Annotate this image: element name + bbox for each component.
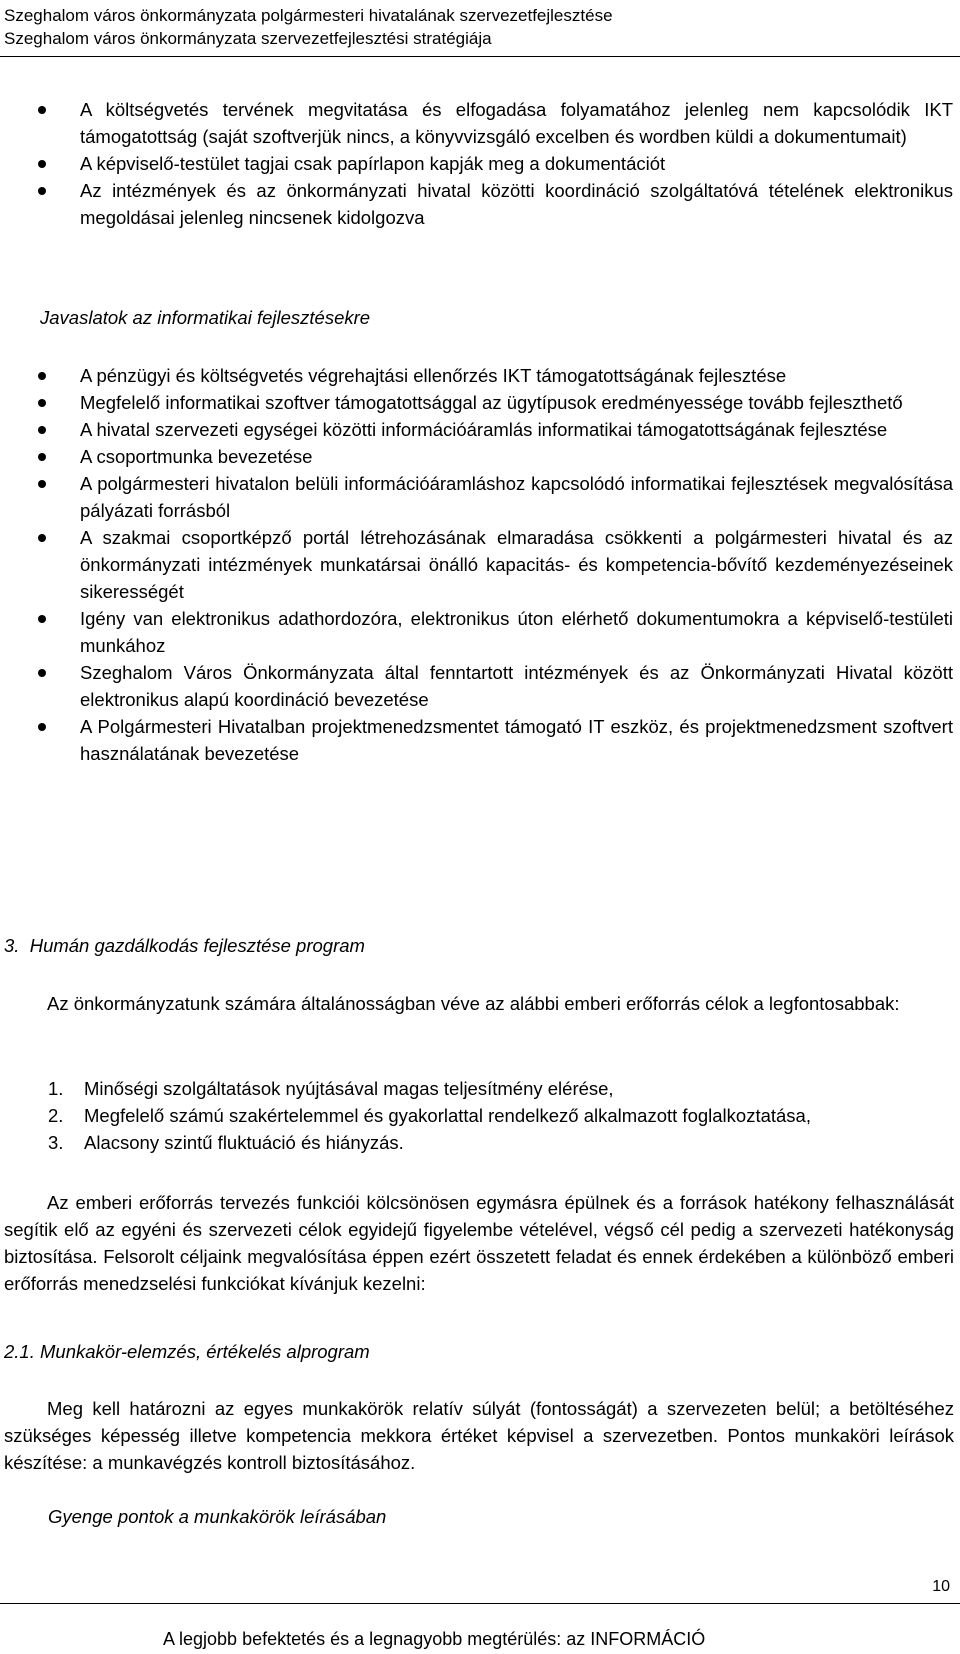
bullet-icon [38,534,46,542]
list-item: A polgármesteri hivatalon belüli információáramláshoz kapcsolódó informatikai fejlesztések megvalósítása pályázati forrásból [0,470,953,524]
list-item: A hivatal szervezeti egységei közötti információáramlás informatikai támogatottságának fejlesztése [0,416,953,443]
bullet-icon [38,480,46,488]
numbered-goals-list [48,1075,811,1156]
header-title-line1: Szeghalom város önkormányzata polgármesteri hivatalának szervezetfejlesztése [4,6,613,25]
list-item: Megfelelő informatikai szoftver támogatottsággal az ügytípusok eredményessége tovább fejleszthető [0,389,953,416]
suggestions-heading: Javaslatok az informatikai fejlesztésekre [40,307,371,328]
list-item: A képviselő-testület tagjai csak papírlapon kapják meg a dokumentációt [0,150,953,177]
page-number: 10 [932,1578,950,1595]
bullet-icon [38,160,46,168]
list-item: A szakmai csoportképző portál létrehozásának elmaradása csökkenti a polgármesteri hivatal és az önkormányzati intézmények munkatársai önálló kapacitás- és kompetencia-bővítő kezdeményezéseinek sikerességét [0,524,953,605]
list-item: 1. Minőségi szolgáltatások nyújtásával magas teljesítmény elérése, [48,1078,614,1099]
list-item: A Polgármesteri Hivatalban projektmenedzsmentet támogató IT eszköz, és projektmenedzsment szoftvert használatának bevezetése [0,713,953,767]
list-item: A csoportmunka bevezetése [0,443,953,470]
bullet-icon [38,399,46,407]
section-3-heading: 3. Humán gazdálkodás fejlesztése program [4,935,365,956]
list-item: Az intézmények és az önkormányzati hivatal közötti koordináció szolgáltatóvá tételének elektronikus megoldásai jelenleg nincsenek kidolgozva [0,177,953,231]
bullet-icon [38,187,46,195]
bullet-icon [38,669,46,677]
header-title-line2: Szeghalom város önkormányzata szervezetfejlesztési stratégiája [4,29,492,48]
list-item: Igény van elektronikus adathordozóra, elektronikus úton elérhető dokumentumokra a képviselő-testületi munkához [0,605,953,659]
bullet-icon [38,615,46,623]
bullet-icon [38,372,46,380]
page-footer [0,1603,960,1654]
bullet-list-suggestions [0,362,960,767]
bullet-list-issues [0,96,960,231]
footer-text: A legjobb befektetés és a legnagyobb megtérülés: az INFORMÁCIÓ [163,1629,706,1649]
bullet-icon [38,453,46,461]
page-header [0,0,960,57]
bullet-icon [38,723,46,731]
hr-paragraph: Az emberi erőforrás tervezés funkciói kölcsönösen egymásra épülnek és a források hatékony felhasználását segítik elő az egyéni és szervezeti célok egyidejű figyelembe vételével, végső cél pedig a szervezeti hatékonyság biztosítása. Felsorolt céljaink megvalósítása éppen ezért összetett feladat és ennek érdekében a különböző emberi erőforrás menedzselési funkciókat kívánjuk kezelni: [4,1192,954,1294]
list-item: Szeghalom Város Önkormányzata által fenntartott intézmények és az Önkormányzati Hivatal között elektronikus alapú koordináció bevezetése [0,659,953,713]
list-item: 2. Megfelelő számú szakértelemmel és gyakorlattal rendelkező alkalmazott foglalkoztatása, [48,1105,811,1126]
list-item: A költségvetés tervének megvitatása és elfogadása folyamatához jelenleg nem kapcsolódik IKT támogatottság (saját szoftverjük nincs, a könyvvizsgáló excelben és wordben küldi a dokumentumait) [0,96,953,150]
bullet-icon [38,426,46,434]
weak-points-heading: Gyenge pontok a munkakörök leírásában [48,1506,387,1527]
bullet-icon [38,106,46,114]
list-item: 3. Alacsony szintű fluktuáció és hiányzás. [48,1132,404,1153]
subsection-2-1-heading: 2.1. Munkakör-elemzés, értékelés alprogram [4,1341,370,1362]
job-paragraph: Meg kell határozni az egyes munkakörök relatív súlyát (fontosságát) a szervezeten belül; a betöltéséhez szükséges képesség illetve kompetencia mekkora értéket képvisel a szervezetben. Pontos munkaköri leírások készítése: a munkavégzés kontroll biztosításához. [4,1398,954,1473]
intro-paragraph: Az önkormányzatunk számára általánosságban véve az alábbi emberi erőforrás célok a legfontosabbak: [47,993,900,1014]
list-item: A pénzügyi és költségvetés végrehajtási ellenőrzés IKT támogatottságának fejlesztése [0,362,953,389]
